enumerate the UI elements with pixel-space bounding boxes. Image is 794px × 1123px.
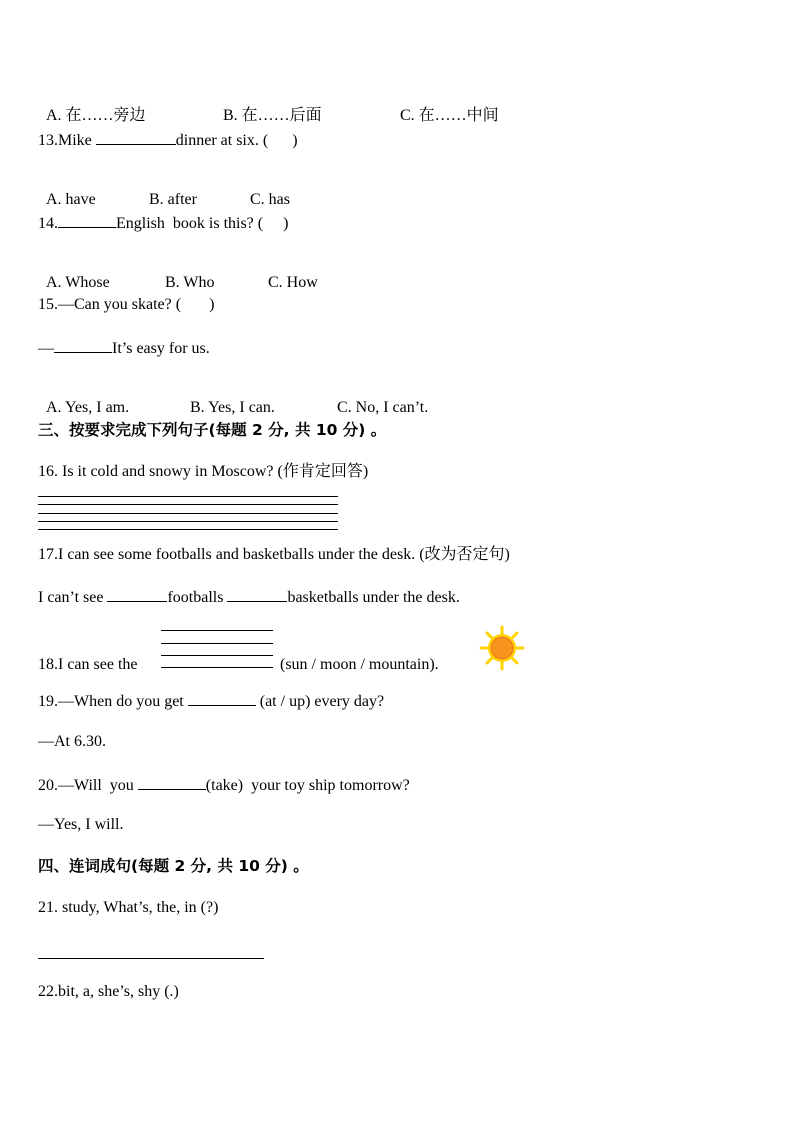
q20-before: 20.—Will you <box>38 777 138 794</box>
q15-line2 <box>38 337 210 359</box>
q16-answer-line-1[interactable] <box>38 496 338 497</box>
q13-option-c: C. has <box>250 191 290 208</box>
q15-after: It’s easy for us. <box>112 340 210 357</box>
q18-answer-line-2[interactable] <box>161 643 273 644</box>
q14-option-c: C. How <box>268 274 318 291</box>
q13-blank[interactable] <box>96 129 176 145</box>
q13-options <box>38 170 290 210</box>
q20-line1 <box>38 774 410 796</box>
q15-option-b: B. Yes, I can. <box>190 399 275 416</box>
q14-stem <box>38 212 288 234</box>
q19-line1 <box>38 690 384 712</box>
q15-option-a: A. Yes, I am. <box>46 399 130 416</box>
q19-before: 19.—When do you get <box>38 693 188 710</box>
q20-after: (take) your toy ship tomorrow? <box>205 777 410 794</box>
q21-answer-line[interactable] <box>38 958 264 959</box>
q18-answer-line-3[interactable] <box>161 655 273 656</box>
q17-part2: footballs <box>167 589 228 606</box>
q16-answer-line-3[interactable] <box>38 513 338 514</box>
q13-stem <box>38 129 298 151</box>
q15-options <box>38 378 428 418</box>
section4-title: 四、连词成句(每题 2 分, 共 10 分) 。 <box>38 857 309 875</box>
q13-after: dinner at six. ( ) <box>175 132 298 149</box>
q17-text: 17.I can see some footballs and basketballs under the desk. (改为否定句) <box>38 546 510 563</box>
q13-option-a: A. have <box>46 191 96 208</box>
section3-title: 三、按要求完成下列句子(每题 2 分, 共 10 分) 。 <box>38 421 387 439</box>
q12-option-b: B. 在……后面 <box>223 107 322 124</box>
q17-answer <box>38 586 460 608</box>
q12-option-c: C. 在……中间 <box>400 107 499 124</box>
q17-blank-2[interactable] <box>227 586 287 602</box>
q12-option-a: A. 在……旁边 <box>46 107 146 124</box>
q14-after: English book is this? ( ) <box>116 215 289 232</box>
q15-line1: 15.—Can you skate? ( ) <box>38 296 215 313</box>
q18-answer-line-1[interactable] <box>161 630 273 631</box>
q22-text: 22.bit, a, she’s, shy (.) <box>38 983 179 1000</box>
q13-option-b: B. after <box>149 191 197 208</box>
q13-before: Mike <box>58 132 96 149</box>
q14-blank[interactable] <box>58 212 116 228</box>
q14-number: 14. <box>38 215 58 232</box>
q19-blank[interactable] <box>188 690 256 706</box>
q14-options <box>38 253 318 293</box>
q16-answer-line-5[interactable] <box>38 529 338 530</box>
q14-option-a: A. Whose <box>46 274 110 291</box>
q16-text: 16. Is it cold and snowy in Moscow? (作肯定回答) <box>38 463 369 480</box>
q15-option-c: C. No, I can’t. <box>337 399 429 416</box>
q18-after: (sun / moon / mountain). <box>276 656 439 673</box>
q15-blank[interactable] <box>54 337 112 353</box>
q19-line2: —At 6.30. <box>38 733 106 750</box>
q21-text: 21. study, What’s, the, in (?) <box>38 899 219 916</box>
q12-options <box>38 86 499 126</box>
q17-part3: basketballs under the desk. <box>287 589 460 606</box>
q20-line2: —Yes, I will. <box>38 816 124 833</box>
q19-after: (at / up) every day? <box>255 693 385 710</box>
q17-blank-1[interactable] <box>107 586 167 602</box>
sun-icon <box>478 625 526 671</box>
q20-blank[interactable] <box>138 774 206 790</box>
q18-before: 18.I can see the <box>38 656 142 673</box>
q13-number: 13. <box>38 132 58 149</box>
q18-answer-line-4[interactable] <box>161 667 273 668</box>
q14-option-b: B. Who <box>165 274 215 291</box>
q17-part1: I can’t see <box>38 589 108 606</box>
q16-answer-line-2[interactable] <box>38 504 338 505</box>
q15-dash: — <box>38 340 54 357</box>
q16-answer-line-4[interactable] <box>38 521 338 522</box>
